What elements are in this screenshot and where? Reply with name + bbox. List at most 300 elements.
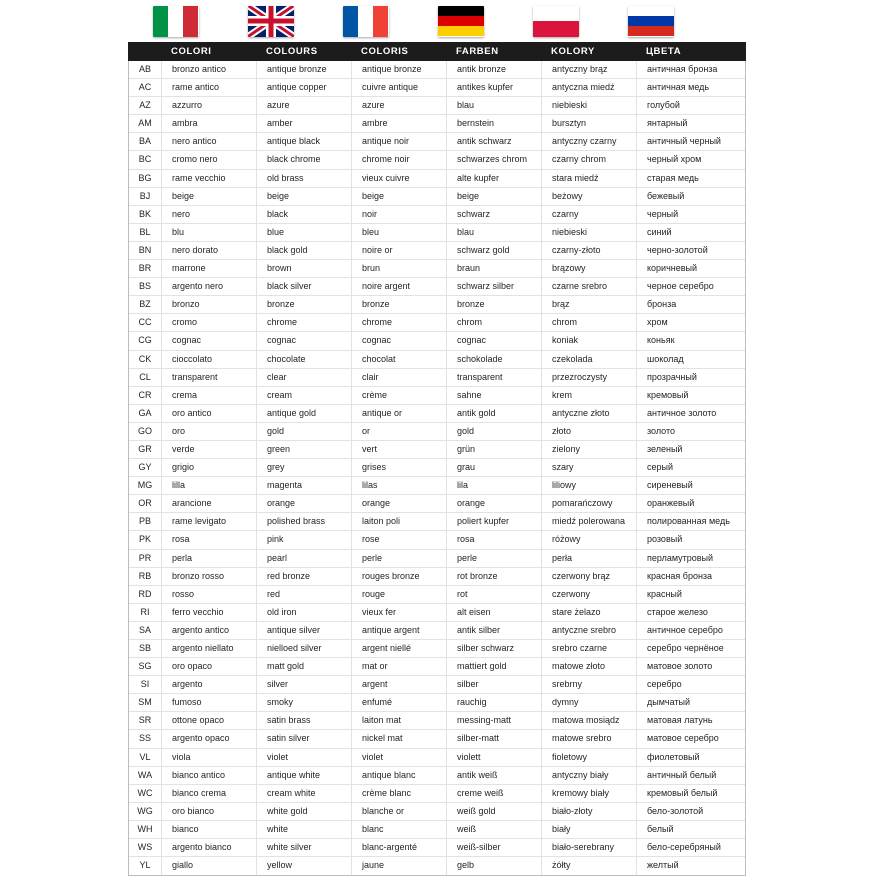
- cell-color-name: różowy: [542, 531, 637, 548]
- cell-color-name: pomarańczowy: [542, 495, 637, 512]
- cell-color-code: CL: [129, 369, 162, 386]
- cell-color-name: bursztyn: [542, 115, 637, 132]
- flag-cell-russia: [603, 0, 698, 42]
- cell-color-name: silver: [257, 676, 352, 693]
- table-body: [128, 61, 746, 876]
- cell-color-name: blue: [257, 224, 352, 241]
- cell-color-name: antique black: [257, 133, 352, 150]
- table-row: [129, 531, 745, 549]
- cell-color-code: AZ: [129, 97, 162, 114]
- cell-color-name: brązowy: [542, 260, 637, 277]
- header-cveta: ЦВЕТА: [646, 46, 682, 57]
- cell-color-name: rouge: [352, 586, 447, 603]
- cell-color-name: bronzo antico: [162, 61, 257, 78]
- cell-color-name: arancione: [162, 495, 257, 512]
- flag-cell-italy: [128, 0, 223, 42]
- flag-poland-icon: [533, 6, 579, 37]
- cell-color-name: vert: [352, 441, 447, 458]
- cell-color-code: OR: [129, 495, 162, 512]
- cell-color-name: argent niellé: [352, 640, 447, 657]
- cell-color-code: CC: [129, 314, 162, 331]
- cell-color-name: czarne srebro: [542, 278, 637, 295]
- table-row: [129, 278, 745, 296]
- cell-color-name: black chrome: [257, 151, 352, 168]
- cell-color-name: silber-matt: [447, 730, 542, 747]
- cell-color-name: rauchig: [447, 694, 542, 711]
- cell-color-name: nero antico: [162, 133, 257, 150]
- cell-color-name: clear: [257, 369, 352, 386]
- cell-color-name: żółty: [542, 857, 637, 875]
- cell-color-name: bianco crema: [162, 785, 257, 802]
- cell-color-name: rot bronze: [447, 568, 542, 585]
- cell-color-name: enfumé: [352, 694, 447, 711]
- cell-color-code: GA: [129, 405, 162, 422]
- cell-color-code: PR: [129, 550, 162, 567]
- cell-color-name: perle: [352, 550, 447, 567]
- cell-color-code: AM: [129, 115, 162, 132]
- cell-color-name: chocolate: [257, 351, 352, 368]
- cell-color-name: antik schwarz: [447, 133, 542, 150]
- table-row: [129, 857, 745, 875]
- cell-color-name: brąz: [542, 296, 637, 313]
- cell-color-name: grey: [257, 459, 352, 476]
- cell-color-name: желтый: [647, 860, 679, 871]
- cell-color-name: weiß: [447, 821, 542, 838]
- table-row: [129, 260, 745, 278]
- cell-color-name: amber: [257, 115, 352, 132]
- table-row: [129, 405, 745, 423]
- cell-color-name: черный: [647, 208, 679, 219]
- cell-color-name: cognac: [162, 332, 257, 349]
- cell-color-name: old iron: [257, 604, 352, 621]
- cell-color-name: argento opaco: [162, 730, 257, 747]
- cell-color-name: bronzo: [162, 296, 257, 313]
- cell-color-name: srebro czarne: [542, 640, 637, 657]
- cell-color-name: kremowy biały: [542, 785, 637, 802]
- cell-color-name: античный черный: [647, 136, 721, 147]
- cell-color-name: satin brass: [257, 712, 352, 729]
- table-row: [129, 206, 745, 224]
- flag-italy-icon: [153, 6, 199, 37]
- cell-color-name: biało-złoty: [542, 803, 637, 820]
- cell-color-name: noire argent: [352, 278, 447, 295]
- cell-color-name: nielloed silver: [257, 640, 352, 657]
- cell-color-name: orange: [352, 495, 447, 512]
- cell-color-code: BL: [129, 224, 162, 241]
- table-row: [129, 224, 745, 242]
- cell-color-name: silber schwarz: [447, 640, 542, 657]
- table-row: [129, 821, 745, 839]
- cell-color-name: stara miedź: [542, 170, 637, 187]
- cell-color-code: MG: [129, 477, 162, 494]
- table-row: [129, 495, 745, 513]
- cell-color-code: GR: [129, 441, 162, 458]
- cell-color-name: schwarzes chrom: [447, 151, 542, 168]
- cell-color-name: bleu: [352, 224, 447, 241]
- cell-color-name: bianco: [162, 821, 257, 838]
- cell-color-name: blau: [447, 97, 542, 114]
- cell-color-name: schwarz gold: [447, 242, 542, 259]
- cell-color-name: antyczny czarny: [542, 133, 637, 150]
- cell-color-name: antique silver: [257, 622, 352, 639]
- cell-color-name: черное серебро: [647, 281, 714, 292]
- flag-cell-united-kingdom: [223, 0, 318, 42]
- cell-color-name: clair: [352, 369, 447, 386]
- cell-color-name: antik bronze: [447, 61, 542, 78]
- cell-color-name: chrom: [542, 314, 637, 331]
- cell-color-name: rosso: [162, 586, 257, 603]
- table-row: [129, 97, 745, 115]
- cell-color-name: перламутровый: [647, 552, 714, 563]
- cell-color-name: bronze: [257, 296, 352, 313]
- cell-color-name: antyczne srebro: [542, 622, 637, 639]
- cell-color-name: mattiert gold: [447, 658, 542, 675]
- cell-color-name: черный хром: [647, 154, 702, 165]
- cell-color-code: VL: [129, 749, 162, 766]
- cell-color-name: vieux cuivre: [352, 170, 447, 187]
- cell-color-name: smoky: [257, 694, 352, 711]
- cell-color-code: BZ: [129, 296, 162, 313]
- table-row: [129, 170, 745, 188]
- cell-color-name: antyczna miedź: [542, 79, 637, 96]
- table-row: [129, 604, 745, 622]
- cell-color-name: античный белый: [647, 769, 717, 780]
- table-row: [129, 351, 745, 369]
- cell-color-name: голубой: [647, 100, 680, 111]
- color-table: [128, 42, 746, 876]
- cell-color-name: rame vecchio: [162, 170, 257, 187]
- table-row: [129, 676, 745, 694]
- cell-color-name: янтарный: [647, 118, 688, 129]
- cell-color-name: poliert kupfer: [447, 513, 542, 530]
- cell-color-name: bianco antico: [162, 767, 257, 784]
- cell-color-name: grises: [352, 459, 447, 476]
- flag-germany-icon: [438, 6, 484, 37]
- cell-color-name: фиолетовый: [647, 751, 700, 762]
- cell-color-code: GY: [129, 459, 162, 476]
- cell-color-name: bernstein: [447, 115, 542, 132]
- cell-color-name: antique blanc: [352, 767, 447, 784]
- cell-color-name: matt gold: [257, 658, 352, 675]
- cell-color-name: argento antico: [162, 622, 257, 639]
- cell-color-name: cognac: [352, 332, 447, 349]
- cell-color-name: beige: [352, 188, 447, 205]
- cell-color-name: rouges bronze: [352, 568, 447, 585]
- cell-color-name: jaune: [352, 857, 447, 875]
- cell-color-code: BJ: [129, 188, 162, 205]
- flag-cell-france: [318, 0, 413, 42]
- cell-color-name: матовое золото: [647, 661, 713, 672]
- table-row: [129, 332, 745, 350]
- cell-color-name: perła: [542, 550, 637, 567]
- cell-color-name: satin silver: [257, 730, 352, 747]
- table-row: [129, 459, 745, 477]
- cell-color-name: ambre: [352, 115, 447, 132]
- cell-color-name: matowe złoto: [542, 658, 637, 675]
- flag-france-icon: [343, 6, 389, 37]
- cell-color-name: black: [257, 206, 352, 223]
- cell-color-name: white: [257, 821, 352, 838]
- cell-color-code: AC: [129, 79, 162, 96]
- cell-color-name: rose: [352, 531, 447, 548]
- cell-color-name: noir: [352, 206, 447, 223]
- cell-color-name: oro bianco: [162, 803, 257, 820]
- cell-color-name: crème: [352, 387, 447, 404]
- cell-color-name: pearl: [257, 550, 352, 567]
- cell-color-name: yellow: [257, 857, 352, 875]
- table-row: [129, 712, 745, 730]
- cell-color-name: оранжевый: [647, 498, 695, 509]
- table-row: [129, 477, 745, 495]
- cell-color-name: blau: [447, 224, 542, 241]
- cell-color-name: antik silber: [447, 622, 542, 639]
- cell-color-name: black gold: [257, 242, 352, 259]
- cell-color-name: argento niellato: [162, 640, 257, 657]
- cell-color-code: BN: [129, 242, 162, 259]
- cell-color-name: liliowy: [542, 477, 637, 494]
- cell-color-name: красный: [647, 588, 682, 599]
- table-row: [129, 188, 745, 206]
- header-kolory: KOLORY: [551, 46, 595, 57]
- cell-color-name: violett: [447, 749, 542, 766]
- flag-russia-icon: [628, 6, 674, 37]
- table-row: [129, 151, 745, 169]
- cell-color-name: cognac: [447, 332, 542, 349]
- cell-color-name: chrome: [257, 314, 352, 331]
- cell-color-name: schwarz: [447, 206, 542, 223]
- cell-color-name: koniak: [542, 332, 637, 349]
- cell-color-code: WS: [129, 839, 162, 856]
- cell-color-name: шоколад: [647, 353, 684, 364]
- cell-color-name: violet: [352, 749, 447, 766]
- cell-color-name: chocolat: [352, 351, 447, 368]
- cell-color-name: miedź polerowana: [542, 513, 637, 530]
- cell-color-name: коричневый: [647, 263, 698, 274]
- cell-color-name: antique or: [352, 405, 447, 422]
- cell-color-name: silber: [447, 676, 542, 693]
- cell-color-name: бело-серебряный: [647, 842, 721, 853]
- cell-color-code: SS: [129, 730, 162, 747]
- cell-color-name: бело-золотой: [647, 805, 704, 816]
- table-row: [129, 423, 745, 441]
- cell-color-name: argento nero: [162, 278, 257, 295]
- cell-color-name: orange: [257, 495, 352, 512]
- cell-color-name: orange: [447, 495, 542, 512]
- cell-color-code: PK: [129, 531, 162, 548]
- cell-color-name: синий: [647, 226, 672, 237]
- table-row: [129, 61, 745, 79]
- flag-cell-poland: [508, 0, 603, 42]
- cell-color-name: античная бронза: [647, 64, 718, 74]
- table-row: [129, 839, 745, 857]
- header-coloris: COLORIS: [361, 46, 409, 57]
- cell-color-name: матовая латунь: [647, 715, 713, 726]
- cell-color-name: grün: [447, 441, 542, 458]
- cell-color-name: ambra: [162, 115, 257, 132]
- cell-color-name: dymny: [542, 694, 637, 711]
- cell-color-name: brun: [352, 260, 447, 277]
- cell-color-name: mat or: [352, 658, 447, 675]
- cell-color-name: rame antico: [162, 79, 257, 96]
- cell-color-name: серебро: [647, 679, 682, 690]
- table-row: [129, 133, 745, 151]
- table-row: [129, 242, 745, 260]
- cell-color-name: schwarz silber: [447, 278, 542, 295]
- cell-color-code: BG: [129, 170, 162, 187]
- cell-color-name: beige: [162, 188, 257, 205]
- cell-color-name: beige: [257, 188, 352, 205]
- header-farben: FARBEN: [456, 46, 499, 57]
- cell-color-code: PB: [129, 513, 162, 530]
- cell-color-name: czerwony brąz: [542, 568, 637, 585]
- cell-color-name: weiß-silber: [447, 839, 542, 856]
- cell-color-name: хром: [647, 317, 668, 328]
- table-row: [129, 369, 745, 387]
- cell-color-name: złoto: [542, 423, 637, 440]
- cell-color-code: BA: [129, 133, 162, 150]
- cell-color-name: antik gold: [447, 405, 542, 422]
- cell-color-code: GO: [129, 423, 162, 440]
- table-row: [129, 640, 745, 658]
- table-row: [129, 296, 745, 314]
- cell-color-name: niebieski: [542, 224, 637, 241]
- cell-color-name: white silver: [257, 839, 352, 856]
- cell-color-name: черно-золотой: [647, 244, 708, 255]
- cell-color-name: antikes kupfer: [447, 79, 542, 96]
- cell-color-name: czerwony: [542, 586, 637, 603]
- cell-color-name: cioccolato: [162, 351, 257, 368]
- table-row: [129, 314, 745, 332]
- cell-color-name: polished brass: [257, 513, 352, 530]
- cell-color-name: старая медь: [647, 172, 699, 183]
- cell-color-name: perle: [447, 550, 542, 567]
- cell-color-name: violet: [257, 749, 352, 766]
- cell-color-name: perla: [162, 550, 257, 567]
- cell-color-name: oro: [162, 423, 257, 440]
- cell-color-name: rame levigato: [162, 513, 257, 530]
- cell-color-name: argento: [162, 676, 257, 693]
- cell-color-code: BK: [129, 206, 162, 223]
- flags-row: [0, 0, 875, 42]
- cell-color-name: серый: [647, 462, 674, 473]
- cell-color-name: cognac: [257, 332, 352, 349]
- cell-color-name: old brass: [257, 170, 352, 187]
- cell-color-name: античное золото: [647, 407, 717, 418]
- cell-color-name: ferro vecchio: [162, 604, 257, 621]
- cell-color-name: blanc-argenté: [352, 839, 447, 856]
- cell-color-name: grau: [447, 459, 542, 476]
- table-row: [129, 730, 745, 748]
- cell-color-name: or: [352, 423, 447, 440]
- table-row: [129, 441, 745, 459]
- cell-color-name: кремовый: [647, 389, 689, 400]
- cell-color-name: laiton poli: [352, 513, 447, 530]
- cell-color-name: cuivre antique: [352, 79, 447, 96]
- cell-color-code: WA: [129, 767, 162, 784]
- cell-color-name: белый: [647, 823, 674, 834]
- cell-color-name: transparent: [447, 369, 542, 386]
- cell-color-name: grigio: [162, 459, 257, 476]
- cell-color-name: кремовый белый: [647, 787, 718, 798]
- cell-color-name: серебро чернёное: [647, 643, 724, 653]
- cell-color-name: chrome: [352, 314, 447, 331]
- cell-color-code: SR: [129, 712, 162, 729]
- table-row: [129, 387, 745, 405]
- cell-color-name: полированная медь: [647, 516, 730, 527]
- cell-color-code: RI: [129, 604, 162, 621]
- cell-color-code: WG: [129, 803, 162, 820]
- cell-color-name: giallo: [162, 857, 257, 875]
- cell-color-code: SG: [129, 658, 162, 675]
- cell-color-name: antique copper: [257, 79, 352, 96]
- cell-color-name: antique argent: [352, 622, 447, 639]
- cell-color-name: srebrny: [542, 676, 637, 693]
- cell-color-name: gold: [257, 423, 352, 440]
- cell-color-name: magenta: [257, 477, 352, 494]
- cell-color-name: antique bronze: [257, 61, 352, 78]
- cell-color-name: бежевый: [647, 190, 685, 201]
- cell-color-name: red bronze: [257, 568, 352, 585]
- cell-color-name: argent: [352, 676, 447, 693]
- table-row: [129, 586, 745, 604]
- cell-color-name: antyczny biały: [542, 767, 637, 784]
- header-colours: COLOURS: [266, 46, 318, 57]
- cell-color-name: azure: [352, 97, 447, 114]
- cell-color-name: black silver: [257, 278, 352, 295]
- cell-color-name: crema: [162, 387, 257, 404]
- cell-color-name: cromo: [162, 314, 257, 331]
- cell-color-name: rot: [447, 586, 542, 603]
- cell-color-name: vieux fer: [352, 604, 447, 621]
- cell-color-name: ottone opaco: [162, 712, 257, 729]
- cell-color-name: czarny chrom: [542, 151, 637, 168]
- cell-color-name: creme weiß: [447, 785, 542, 802]
- cell-color-name: lilas: [352, 477, 447, 494]
- cell-color-code: CG: [129, 332, 162, 349]
- cell-color-name: niebieski: [542, 97, 637, 114]
- cell-color-name: cream white: [257, 785, 352, 802]
- cell-color-name: azure: [257, 97, 352, 114]
- cell-color-name: biały: [542, 821, 637, 838]
- cell-color-name: chrom: [447, 314, 542, 331]
- cell-color-name: braun: [447, 260, 542, 277]
- cell-color-name: матовое серебро: [647, 733, 719, 744]
- cell-color-name: azzurro: [162, 97, 257, 114]
- table-row: [129, 694, 745, 712]
- cell-color-name: antik weiß: [447, 767, 542, 784]
- cell-color-name: argento bianco: [162, 839, 257, 856]
- cell-color-code: WH: [129, 821, 162, 838]
- table-row: [129, 568, 745, 586]
- cell-color-name: sahne: [447, 387, 542, 404]
- table-row: [129, 513, 745, 531]
- cell-color-name: розовый: [647, 534, 683, 545]
- cell-color-name: szary: [542, 459, 637, 476]
- cell-color-name: verde: [162, 441, 257, 458]
- cell-color-name: czarny-złoto: [542, 242, 637, 259]
- flag-cell-germany: [413, 0, 508, 42]
- cell-color-name: bronzo rosso: [162, 568, 257, 585]
- cell-color-name: старое железо: [647, 606, 708, 617]
- cell-color-name: marrone: [162, 260, 257, 277]
- cell-color-name: weiß gold: [447, 803, 542, 820]
- cell-color-name: fumoso: [162, 694, 257, 711]
- table-row: [129, 79, 745, 97]
- cell-color-name: red: [257, 586, 352, 603]
- cell-color-name: bronze: [352, 296, 447, 313]
- cell-color-name: cromo nero: [162, 151, 257, 168]
- cell-color-name: brown: [257, 260, 352, 277]
